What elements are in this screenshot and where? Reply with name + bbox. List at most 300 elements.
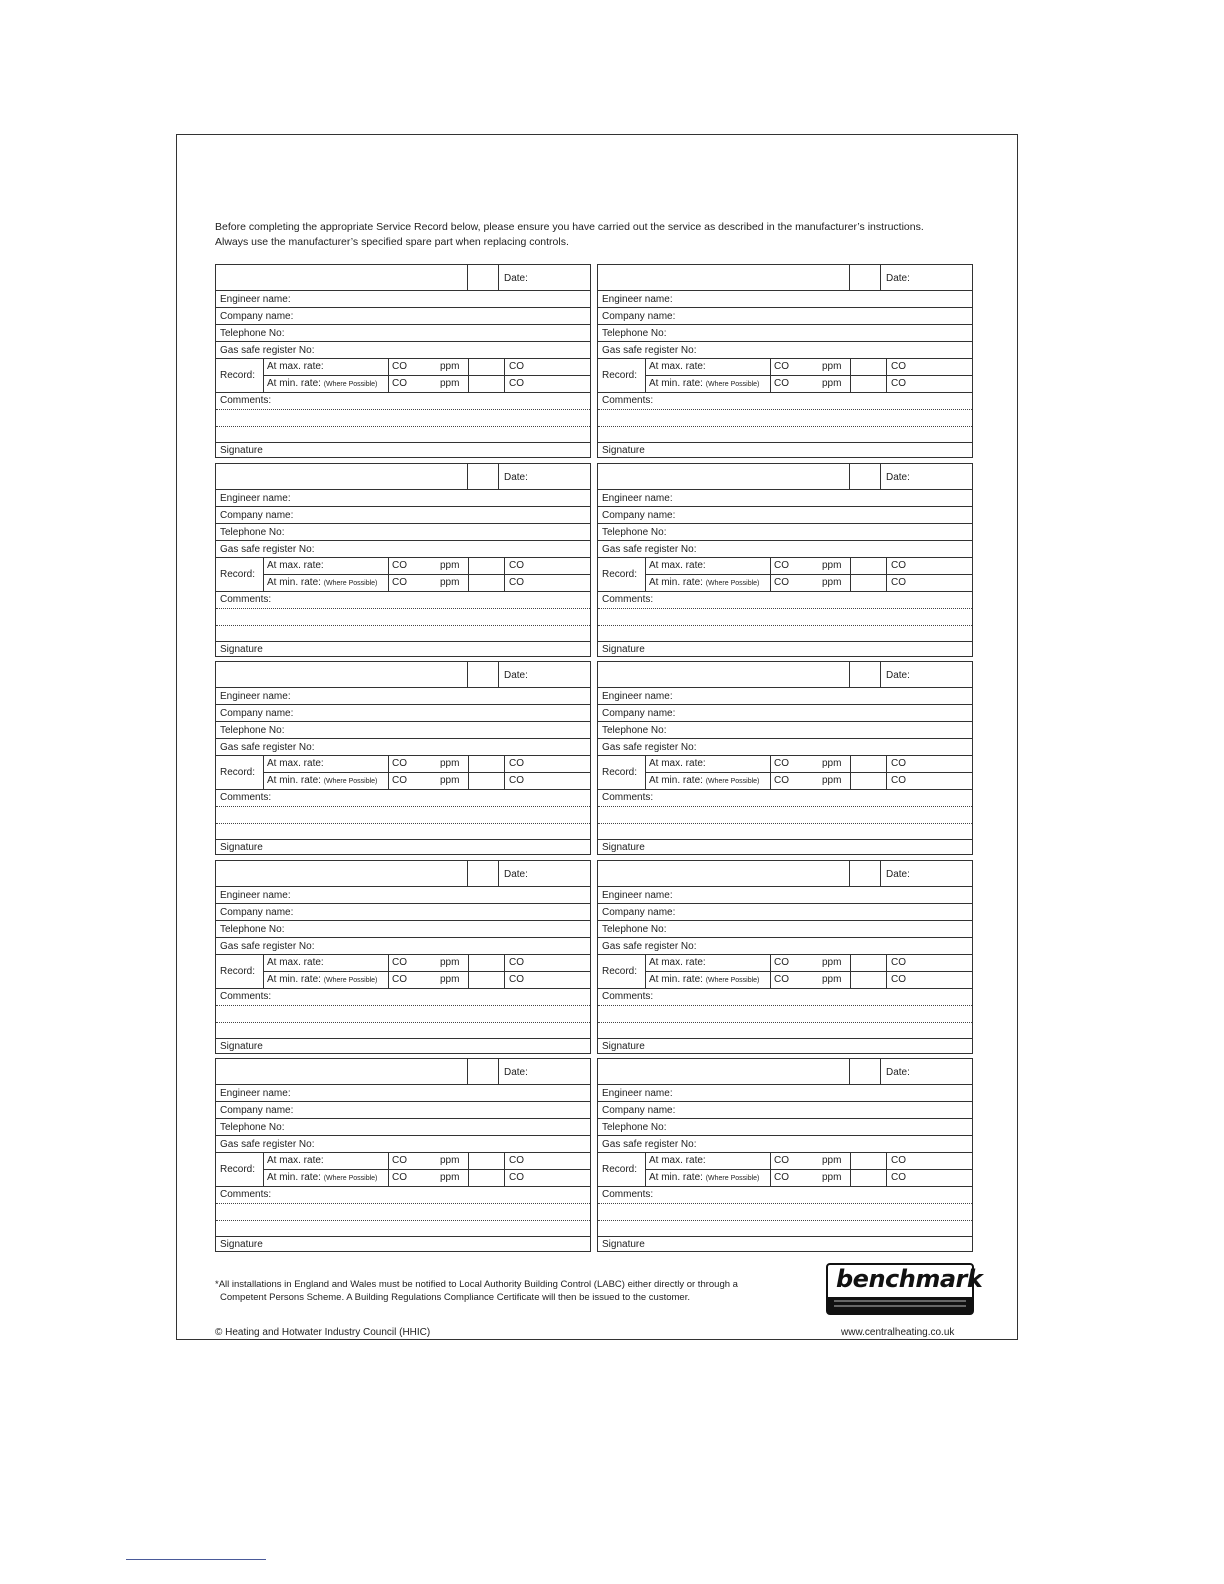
engineer-name-label: Engineer name: [602,493,673,504]
max-co2-label: CO [891,758,906,769]
company-name-field[interactable] [598,705,972,722]
dotted-line [598,1203,972,1204]
signature-label: Signature [220,842,263,853]
gas-safe-field[interactable] [598,541,972,558]
service-title-field[interactable] [216,464,468,489]
company-name-label: Company name: [220,708,294,719]
min-rate-text: At min. rate: [649,1172,703,1183]
record-label: Record: [220,767,256,778]
service-record-card [215,1058,591,1252]
comments-field[interactable] [216,393,590,443]
card-header [598,265,972,291]
date-label: Date: [886,869,910,880]
footnote-line-1: *All installations in England and Wales must be notified to Local Authority Building Control (LABC) either directly or through a [215,1279,738,1290]
engineer-name-field[interactable] [216,887,590,904]
gas-safe-label: Gas safe register No: [220,941,315,952]
comments-field[interactable] [598,393,972,443]
divider [645,574,972,575]
dotted-line [216,1022,590,1023]
service-number-field[interactable] [468,1059,499,1084]
min-co2-label: CO [509,1172,524,1183]
company-name-label: Company name: [602,708,676,719]
telephone-field[interactable] [598,325,972,342]
min-ppm-label: ppm [822,577,842,588]
max-co-label: CO [774,361,789,372]
engineer-name-label: Engineer name: [220,493,291,504]
card-header [598,662,972,688]
service-number-field[interactable] [850,265,881,290]
dotted-line [216,1203,590,1204]
dotted-line [216,409,590,410]
record-section [598,1153,972,1187]
gas-safe-field[interactable] [598,739,972,756]
min-co-label: CO [774,775,789,786]
comments-label: Comments: [602,1189,654,1200]
divider [263,1169,590,1170]
min-rate-text: At min. rate: [267,974,321,985]
signature-field[interactable] [216,642,590,658]
service-record-card [215,463,591,657]
record-section [598,359,972,393]
max-co-label: CO [392,758,407,769]
gas-safe-label: Gas safe register No: [602,544,697,555]
record-section [216,756,590,790]
service-title-field[interactable] [216,861,468,886]
service-title-field[interactable] [598,861,850,886]
comments-label: Comments: [220,1189,272,1200]
engineer-name-label: Engineer name: [602,1088,673,1099]
max-co-label: CO [774,560,789,571]
min-rate-label [267,974,377,985]
engineer-name-field[interactable] [598,1085,972,1102]
telephone-field[interactable] [598,921,972,938]
engineer-name-label: Engineer name: [602,890,673,901]
footnote [215,1278,815,1304]
service-record-card [597,264,973,458]
min-ppm-label: ppm [822,378,842,389]
max-ppm-label: ppm [822,957,842,968]
where-possible-note: (Where Possible) [705,1175,760,1182]
min-co2-label: CO [509,974,524,985]
min-co-label: CO [392,378,407,389]
service-number-field[interactable] [850,1059,881,1084]
record-label: Record: [602,966,638,977]
comments-field[interactable] [598,1187,972,1237]
max-co-label: CO [774,1155,789,1166]
min-rate-text: At min. rate: [649,775,703,786]
telephone-label: Telephone No: [602,527,667,538]
service-number-field[interactable] [468,265,499,290]
where-possible-note: (Where Possible) [323,580,378,587]
gas-safe-field[interactable] [216,541,590,558]
max-co-label: CO [392,1155,407,1166]
min-rate-label [649,378,759,389]
company-name-label: Company name: [220,510,294,521]
gas-safe-field[interactable] [216,938,590,955]
company-name-label: Company name: [602,1105,676,1116]
logo-strapline [828,1297,972,1313]
min-ppm-label: ppm [440,974,460,985]
min-co-label: CO [774,1172,789,1183]
max-rate-label: At max. rate: [267,560,324,571]
max-rate-label: At max. rate: [649,361,706,372]
telephone-field[interactable] [216,325,590,342]
dotted-line [598,1022,972,1023]
min-rate-text: At min. rate: [649,378,703,389]
service-record-card [215,264,591,458]
card-header [216,464,590,490]
min-rate-text: At min. rate: [649,577,703,588]
date-label: Date: [504,273,528,284]
telephone-field[interactable] [216,524,590,541]
signature-label: Signature [602,1041,645,1052]
min-rate-label [649,775,759,786]
min-ppm-label: ppm [822,1172,842,1183]
company-name-field[interactable] [216,705,590,722]
service-record-card [215,661,591,855]
record-section [598,756,972,790]
gas-safe-field[interactable] [216,342,590,359]
dotted-line [216,1220,590,1221]
gas-safe-field[interactable] [598,342,972,359]
signature-field[interactable] [598,642,972,658]
service-number-field[interactable] [850,861,881,886]
max-ppm-label: ppm [822,758,842,769]
max-ppm-label: ppm [822,361,842,372]
date-label: Date: [504,869,528,880]
divider [645,772,972,773]
telephone-label: Telephone No: [220,924,285,935]
max-ppm-label: ppm [440,1155,460,1166]
record-label: Record: [602,569,638,580]
date-label: Date: [886,273,910,284]
gas-safe-field[interactable] [216,739,590,756]
min-rate-text: At min. rate: [267,775,321,786]
engineer-name-label: Engineer name: [602,294,673,305]
record-label: Record: [220,966,256,977]
engineer-name-field[interactable] [598,291,972,308]
company-name-field[interactable] [598,308,972,325]
service-number-field[interactable] [468,861,499,886]
date-label: Date: [504,1067,528,1078]
service-number-field[interactable] [468,464,499,489]
min-co2-label: CO [891,775,906,786]
min-ppm-label: ppm [440,378,460,389]
service-title-field[interactable] [598,464,850,489]
max-ppm-label: ppm [822,1155,842,1166]
divider [645,971,972,972]
gas-safe-field[interactable] [598,1136,972,1153]
date-label: Date: [504,670,528,681]
engineer-name-label: Engineer name: [220,1088,291,1099]
comments-field[interactable] [216,1187,590,1237]
card-header [598,861,972,887]
signature-label: Signature [602,445,645,456]
engineer-name-label: Engineer name: [220,691,291,702]
service-number-field[interactable] [468,662,499,687]
signature-label: Signature [602,842,645,853]
gas-safe-label: Gas safe register No: [220,544,315,555]
telephone-label: Telephone No: [220,328,285,339]
telephone-label: Telephone No: [602,328,667,339]
min-rate-label [649,974,759,985]
signature-field[interactable] [598,1039,972,1055]
service-record-card [597,860,973,1054]
comments-label: Comments: [220,792,272,803]
card-header [216,662,590,688]
telephone-label: Telephone No: [220,1122,285,1133]
telephone-label: Telephone No: [220,725,285,736]
record-section [216,558,590,592]
min-co2-label: CO [891,577,906,588]
company-name-label: Company name: [220,311,294,322]
min-co-label: CO [774,378,789,389]
divider [263,772,590,773]
company-name-label: Company name: [602,907,676,918]
telephone-field[interactable] [216,1119,590,1136]
min-co-label: CO [774,577,789,588]
record-section [216,359,590,393]
signature-field[interactable] [598,840,972,856]
max-co-label: CO [774,957,789,968]
record-section [216,955,590,989]
benchmark-wordmark: benchmark [836,1265,983,1293]
telephone-label: Telephone No: [602,725,667,736]
service-title-field[interactable] [598,1059,850,1084]
gas-safe-label: Gas safe register No: [602,742,697,753]
gas-safe-label: Gas safe register No: [220,1139,315,1150]
date-label: Date: [886,670,910,681]
comments-field[interactable] [216,989,590,1039]
dotted-line [598,625,972,626]
service-title-field[interactable] [598,662,850,687]
intro-text [215,220,995,250]
divider [263,375,590,376]
engineer-name-label: Engineer name: [220,294,291,305]
signature-field[interactable] [598,1237,972,1253]
service-title-field[interactable] [216,265,468,290]
max-rate-label: At max. rate: [649,560,706,571]
engineer-name-field[interactable] [598,688,972,705]
min-co2-label: CO [891,974,906,985]
comments-label: Comments: [220,395,272,406]
record-section [598,558,972,592]
dotted-line [216,1005,590,1006]
dotted-line [598,608,972,609]
comments-field[interactable] [598,989,972,1039]
dotted-line [216,823,590,824]
min-co-label: CO [392,974,407,985]
comments-field[interactable] [216,592,590,642]
company-name-field[interactable] [598,904,972,921]
gas-safe-label: Gas safe register No: [602,1139,697,1150]
service-number-field[interactable] [850,464,881,489]
service-title-field[interactable] [216,662,468,687]
dotted-line [216,625,590,626]
min-ppm-label: ppm [822,775,842,786]
min-rate-label [267,775,377,786]
company-name-field[interactable] [216,308,590,325]
divider [645,375,972,376]
company-name-field[interactable] [598,507,972,524]
telephone-label: Telephone No: [220,527,285,538]
max-co2-label: CO [509,957,524,968]
min-co-label: CO [774,974,789,985]
comments-field[interactable] [598,592,972,642]
max-co2-label: CO [509,1155,524,1166]
footnote-line-2: Competent Persons Scheme. A Building Regulations Compliance Certificate will then be issued to the customer. [220,1292,690,1303]
company-name-label: Company name: [602,311,676,322]
record-label: Record: [220,1164,256,1175]
dotted-line [216,426,590,427]
date-label: Date: [886,1067,910,1078]
engineer-name-field[interactable] [598,887,972,904]
engineer-name-field[interactable] [598,490,972,507]
telephone-field[interactable] [598,1119,972,1136]
where-possible-note: (Where Possible) [705,778,760,785]
signature-field[interactable] [216,1237,590,1253]
engineer-name-label: Engineer name: [602,691,673,702]
max-rate-label: At max. rate: [649,1155,706,1166]
divider [645,1169,972,1170]
record-label: Record: [602,370,638,381]
signature-label: Signature [220,644,263,655]
max-ppm-label: ppm [440,957,460,968]
signature-label: Signature [220,445,263,456]
gas-safe-label: Gas safe register No: [220,345,315,356]
max-co2-label: CO [509,361,524,372]
card-header [216,265,590,291]
company-name-field[interactable] [598,1102,972,1119]
service-record-grid [215,264,973,1254]
min-rate-label [649,1172,759,1183]
dotted-line [598,409,972,410]
intro-line-1: Before completing the appropriate Service Record below, please ensure you have carried out the service as described in the manufacturer’s instructions. [215,221,924,233]
where-possible-note: (Where Possible) [705,580,760,587]
max-rate-label: At max. rate: [267,1155,324,1166]
min-ppm-label: ppm [440,1172,460,1183]
comments-label: Comments: [220,991,272,1002]
where-possible-note: (Where Possible) [705,381,760,388]
min-rate-label [649,577,759,588]
card-header [598,464,972,490]
max-co2-label: CO [891,361,906,372]
gas-safe-field[interactable] [598,938,972,955]
min-rate-text: At min. rate: [649,974,703,985]
engineer-name-field[interactable] [216,1085,590,1102]
signature-label: Signature [602,644,645,655]
divider [263,971,590,972]
telephone-field[interactable] [216,722,590,739]
min-ppm-label: ppm [822,974,842,985]
service-title-field[interactable] [216,1059,468,1084]
telephone-field[interactable] [598,524,972,541]
min-rate-text: At min. rate: [267,1172,321,1183]
service-number-field[interactable] [850,662,881,687]
service-title-field[interactable] [598,265,850,290]
max-ppm-label: ppm [822,560,842,571]
engineer-name-field[interactable] [216,291,590,308]
signature-label: Signature [220,1239,263,1250]
telephone-field[interactable] [216,921,590,938]
max-rate-label: At max. rate: [267,957,324,968]
comments-field[interactable] [598,790,972,840]
copyright-text: © Heating and Hotwater Industry Council (HHIC) [215,1327,431,1338]
min-ppm-label: ppm [440,775,460,786]
website-link[interactable]: www.centralheating.co.uk [841,1327,955,1338]
record-section [598,955,972,989]
dotted-line [598,426,972,427]
service-record-card [597,463,973,657]
gas-safe-label: Gas safe register No: [602,941,697,952]
signature-field[interactable] [216,1039,590,1055]
comments-field[interactable] [216,790,590,840]
signature-field[interactable] [216,443,590,459]
where-possible-note: (Where Possible) [323,381,378,388]
max-rate-label: At max. rate: [267,758,324,769]
telephone-field[interactable] [598,722,972,739]
gas-safe-field[interactable] [216,1136,590,1153]
min-rate-label [267,577,377,588]
min-co2-label: CO [891,1172,906,1183]
max-rate-label: At max. rate: [267,361,324,372]
signature-field[interactable] [216,840,590,856]
engineer-name-label: Engineer name: [220,890,291,901]
engineer-name-field[interactable] [216,688,590,705]
min-co-label: CO [392,577,407,588]
gas-safe-label: Gas safe register No: [602,345,697,356]
min-co2-label: CO [509,775,524,786]
min-co-label: CO [392,775,407,786]
max-co-label: CO [392,957,407,968]
engineer-name-field[interactable] [216,490,590,507]
record-label: Record: [220,569,256,580]
signature-label: Signature [220,1041,263,1052]
telephone-label: Telephone No: [602,1122,667,1133]
company-name-field[interactable] [216,904,590,921]
min-rate-label [267,1172,377,1183]
card-header [216,861,590,887]
max-co2-label: CO [891,957,906,968]
signature-field[interactable] [598,443,972,459]
max-rate-label: At max. rate: [649,957,706,968]
record-label: Record: [602,767,638,778]
comments-label: Comments: [602,792,654,803]
signature-label: Signature [602,1239,645,1250]
service-record-card [597,1058,973,1252]
dotted-line [598,1220,972,1221]
comments-label: Comments: [602,991,654,1002]
max-ppm-label: ppm [440,560,460,571]
company-name-field[interactable] [216,1102,590,1119]
dotted-line [598,823,972,824]
record-label: Record: [220,370,256,381]
record-section [216,1153,590,1187]
company-name-label: Company name: [602,510,676,521]
min-co2-label: CO [509,577,524,588]
comments-label: Comments: [220,594,272,605]
where-possible-note: (Where Possible) [323,778,378,785]
min-rate-text: At min. rate: [267,577,321,588]
benchmark-logo [826,1263,983,1315]
date-label: Date: [504,472,528,483]
dotted-line [598,1005,972,1006]
max-rate-label: At max. rate: [649,758,706,769]
max-co2-label: CO [891,1155,906,1166]
max-ppm-label: ppm [440,361,460,372]
min-ppm-label: ppm [440,577,460,588]
company-name-field[interactable] [216,507,590,524]
